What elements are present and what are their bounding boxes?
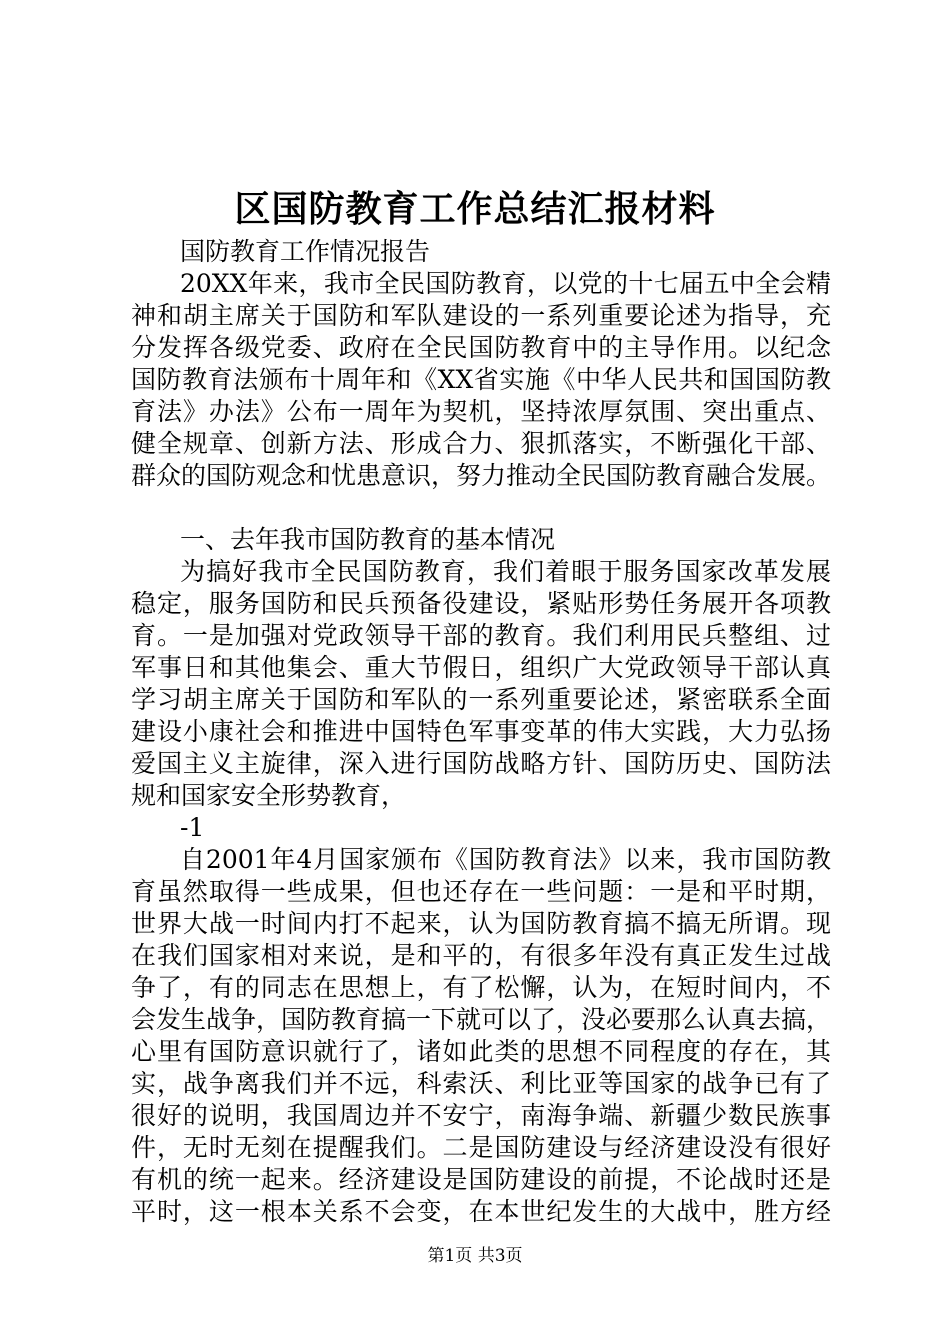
paragraph-line: 实，战争离我们并不远，科索沃、利比亚等国家的战争已有了 bbox=[131, 1069, 831, 1098]
paragraph-line: 神和胡主席关于国防和军队建设的一系列重要论述为指导，充 bbox=[131, 301, 831, 330]
paragraph-line: 规和国家安全形势教育， bbox=[131, 781, 407, 810]
document-title: 区国防教育工作总结汇报材料 bbox=[234, 188, 716, 230]
paragraph-line: 争了，有的同志在思想上，有了松懈，认为，在短时间内，不 bbox=[131, 973, 831, 1002]
paragraph-line: 稳定，服务国防和民兵预备役建设，紧贴形势任务展开各项教 bbox=[131, 589, 831, 618]
paragraph-line: 心里有国防意识就行了，诸如此类的思想不同程度的存在，其 bbox=[131, 1037, 831, 1066]
document-body bbox=[131, 236, 831, 1228]
paragraph-line: 爱国主义主旋律，深入进行国防战略方针、国防历史、国防法 bbox=[131, 749, 831, 778]
report-subtitle: 国防教育工作情况报告 bbox=[180, 237, 431, 266]
paragraph-line: 平时，这一根本关系不会变，在本世纪发生的大战中，胜方经 bbox=[131, 1197, 831, 1226]
paragraph-line: 健全规章、创新方法、形成合力、狠抓落实，不断强化干部、 bbox=[131, 429, 831, 458]
paragraph-line: 世界大战一时间内打不起来，认为国防教育搞不搞无所谓。现 bbox=[131, 909, 831, 938]
paragraph-line: 很好的说明，我国周边并不安宁，南海争端、新疆少数民族事 bbox=[131, 1101, 831, 1130]
paragraph-line: 有机的统一起来。经济建设是国防建设的前提，不论战时还是 bbox=[131, 1165, 831, 1194]
paragraph-line: 群众的国防观念和忧患意识，努力推动全民国防教育融合发展。 bbox=[131, 461, 831, 490]
paragraph-line: 育法》办法》公布一周年为契机，坚持浓厚氛围、突出重点、 bbox=[131, 397, 831, 426]
section-heading: 一、去年我市国防教育的基本情况 bbox=[180, 525, 556, 554]
paragraph-line: 建设小康社会和推进中国特色军事变革的伟大实践，大力弘扬 bbox=[131, 717, 831, 746]
paragraph-line: 军事日和其他集会、重大节假日，组织广大党政领导干部认真 bbox=[131, 653, 831, 682]
paragraph-line: 学习胡主席关于国防和军队的一系列重要论述，紧密联系全面 bbox=[131, 685, 831, 714]
paragraph-line: 在我们国家相对来说，是和平的，有很多年没有真正发生过战 bbox=[131, 941, 831, 970]
paragraph-line: 国防教育法颁布十周年和《XX省实施《中华人民共和国国防教 bbox=[131, 365, 831, 394]
paragraph-line: 件，无时无刻在提醒我们。二是国防建设与经济建设没有很好 bbox=[131, 1133, 831, 1162]
inline-page-marker: -1 bbox=[180, 813, 205, 842]
paragraph-line: 为搞好我市全民国防教育，我们着眼于服务国家改革发展 bbox=[180, 557, 831, 586]
paragraph-line: 分发挥各级党委、政府在全民国防教育中的主导作用。以纪念 bbox=[131, 333, 831, 362]
blank-line bbox=[131, 492, 831, 524]
paragraph-line: 会发生战争，国防教育搞一下就可以了，没必要那么认真去搞， bbox=[131, 1005, 831, 1034]
page-footer: 第1页 共3页 bbox=[427, 1246, 523, 1266]
paragraph-line: 育虽然取得一些成果，但也还存在一些问题：一是和平时期， bbox=[131, 877, 831, 906]
paragraph-line: 20XX年来，我市全民国防教育，以党的十七届五中全会精 bbox=[180, 269, 831, 298]
paragraph-line: 育。一是加强对党政领导干部的教育。我们利用民兵整组、过 bbox=[131, 621, 831, 650]
paragraph-line: 自2001年4月国家颁布《国防教育法》以来，我市国防教 bbox=[180, 845, 831, 874]
